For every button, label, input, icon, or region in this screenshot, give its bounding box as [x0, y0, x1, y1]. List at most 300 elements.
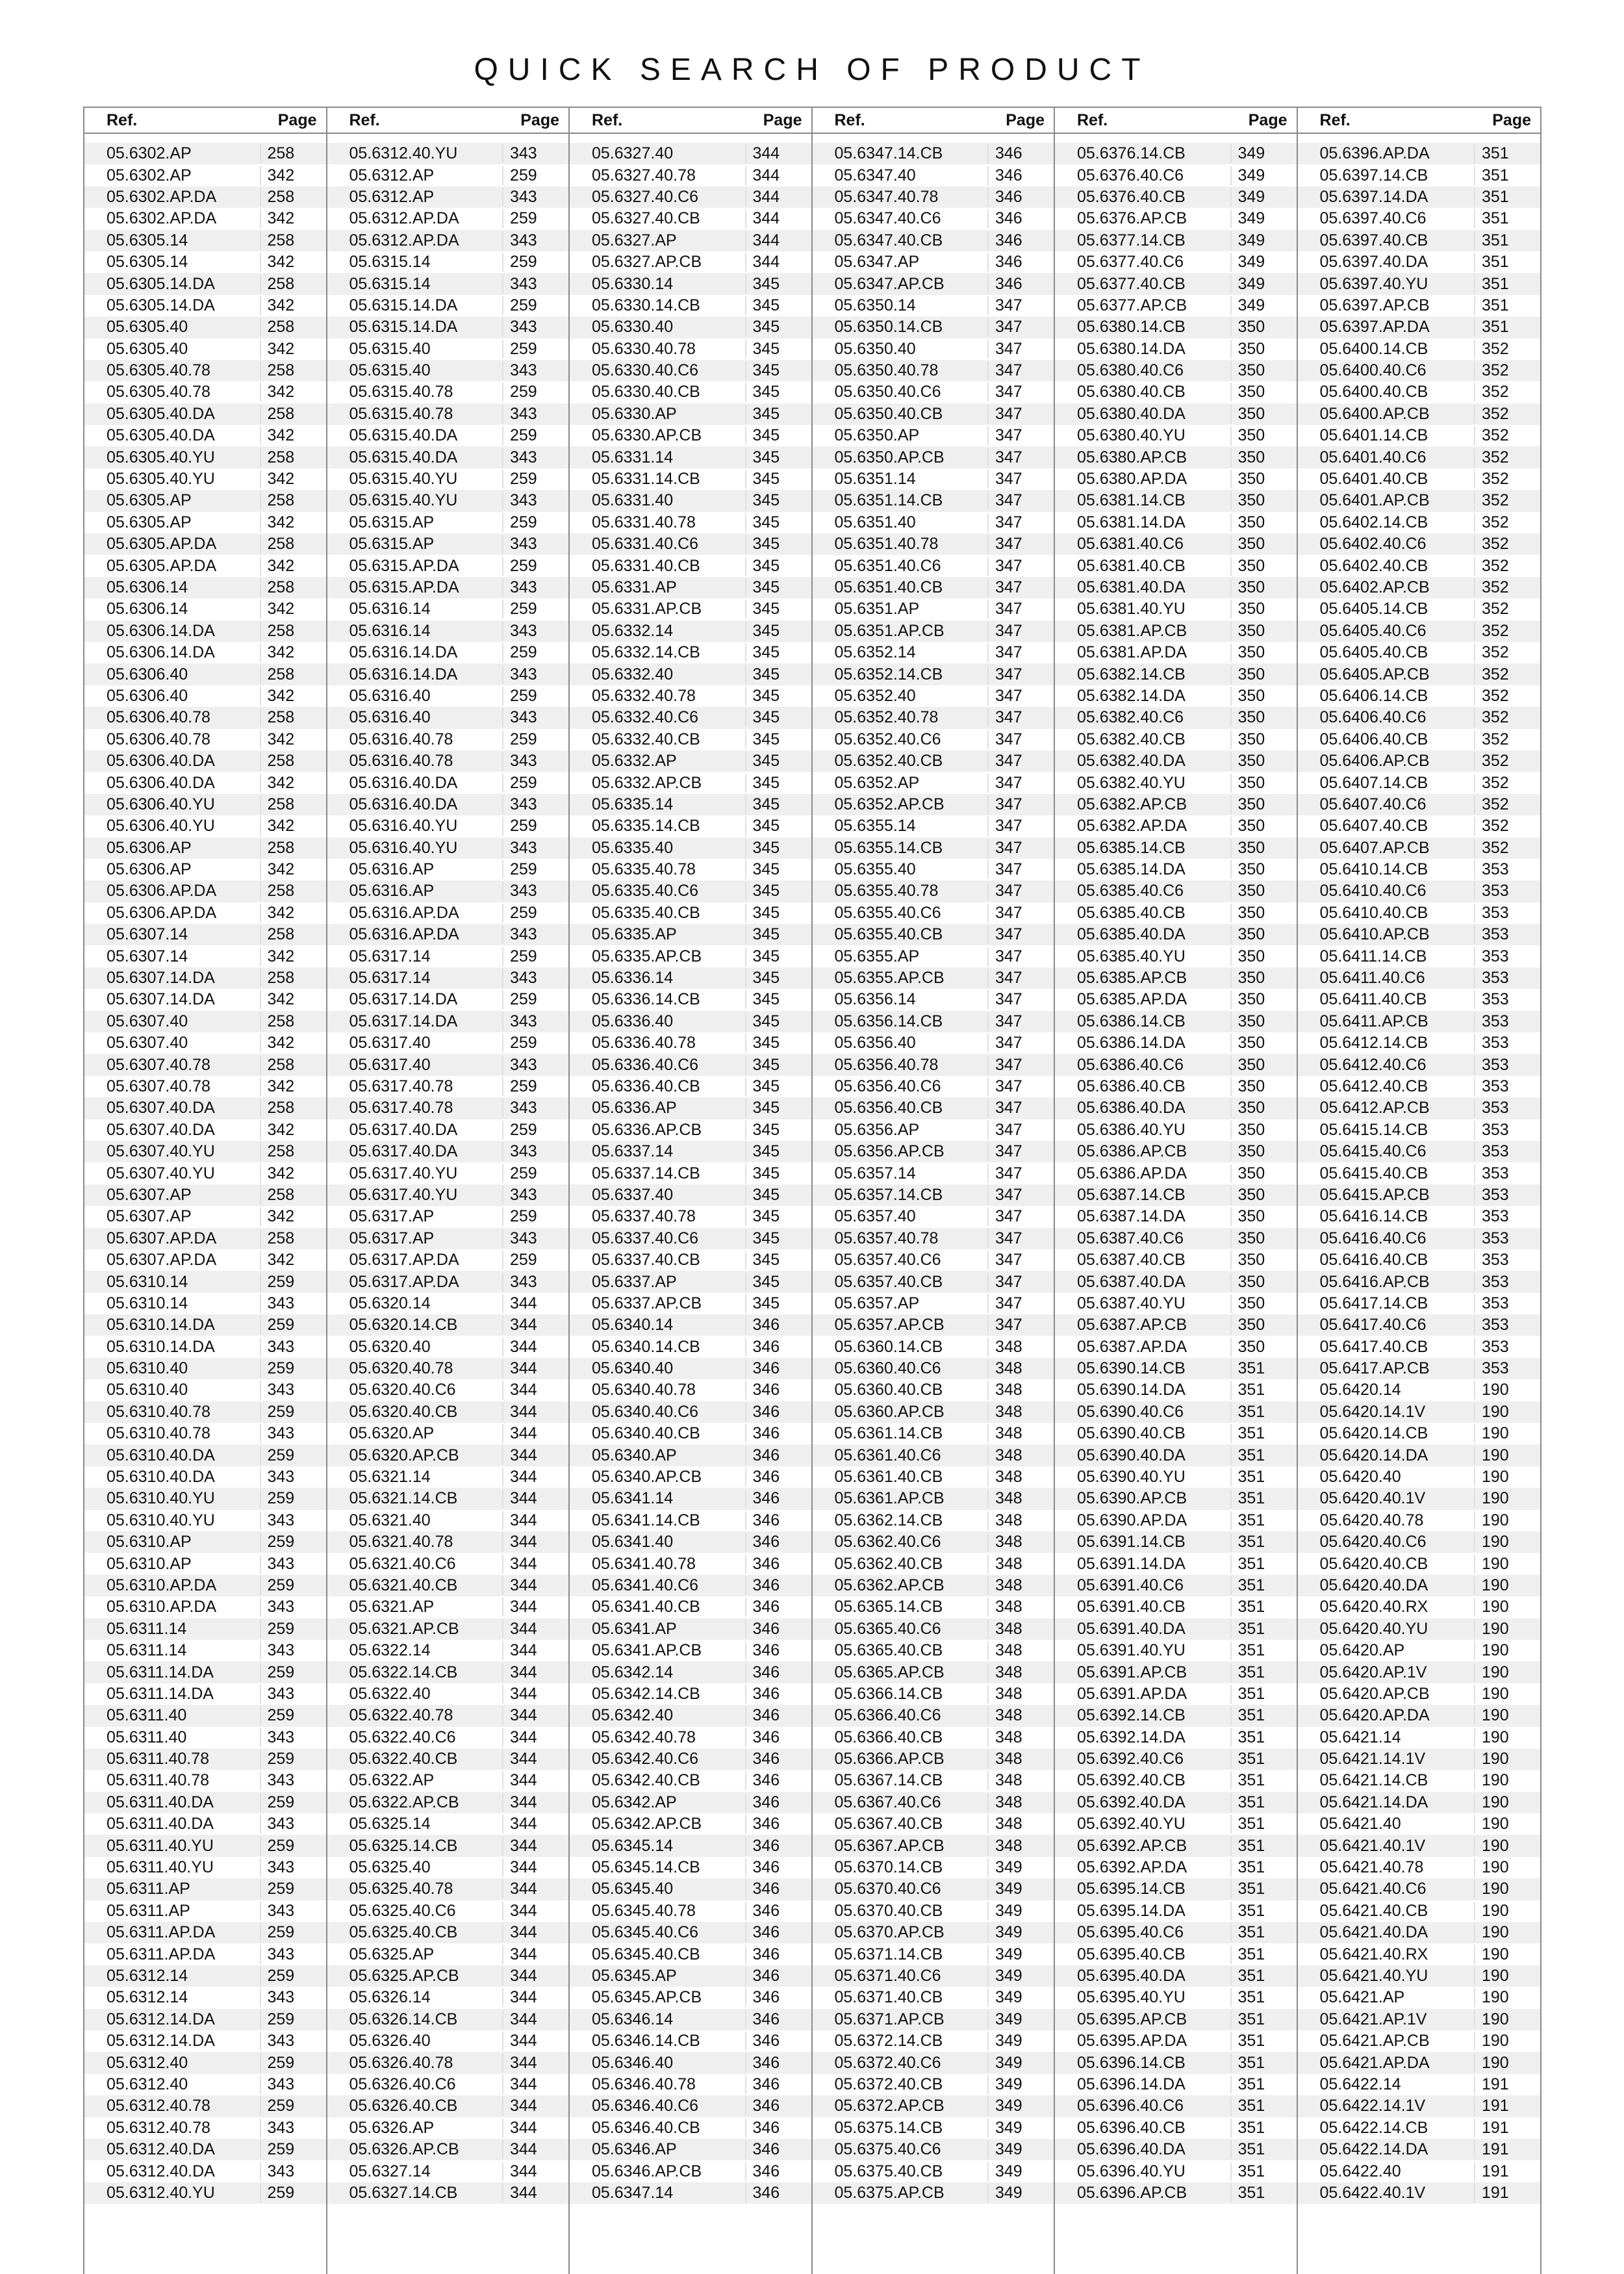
table-row	[1055, 533, 1297, 555]
page-cell: 350	[1230, 1099, 1288, 1118]
ref-cell: 05.6316.40.DA	[349, 773, 458, 792]
table-row	[570, 685, 811, 707]
ref-cell: 05.6345.40.78	[592, 1901, 696, 1920]
ref-cell: 05.6385.40.YU	[1077, 947, 1186, 965]
ref-cell: 05.6411.40.C6	[1319, 969, 1425, 988]
table-row	[1298, 1575, 1541, 1596]
page-cell: 352	[1474, 665, 1531, 684]
table-row	[84, 425, 326, 446]
page-cell: 343	[502, 1273, 559, 1292]
ref-cell: 05.6406.AP.CB	[1319, 752, 1430, 771]
table-row	[813, 360, 1054, 381]
page-cell: 259	[260, 1533, 317, 1552]
ref-cell: 05.6397.40.C6	[1319, 209, 1427, 228]
page-cell: 344	[502, 1967, 559, 1986]
table-row	[813, 620, 1054, 642]
ref-cell: 05.6350.40.CB	[834, 404, 943, 423]
page-cell: 344	[502, 1620, 559, 1639]
page-cell: 350	[1230, 752, 1288, 771]
page-cell: 350	[1230, 925, 1288, 944]
table-row	[1055, 642, 1297, 663]
ref-cell: 05.6311.14	[107, 1641, 187, 1660]
ref-cell: 05.6342.AP.CB	[592, 1815, 702, 1833]
table-row	[327, 989, 569, 1010]
page-cell: 344	[502, 1598, 559, 1616]
ref-cell: 05.6330.14.CB	[592, 296, 700, 314]
ref-cell: 05.6316.AP.DA	[349, 925, 459, 944]
table-row	[570, 1857, 811, 1878]
page-cell: 342	[260, 1077, 317, 1096]
ref-cell: 05.6356.40.C6	[834, 1077, 941, 1095]
table-row	[1055, 1987, 1297, 2008]
page-cell: 350	[1230, 687, 1288, 706]
table-row	[1298, 1184, 1541, 1206]
page-cell: 190	[1474, 1403, 1531, 1422]
page-cell: 344	[502, 1511, 559, 1530]
table-row	[327, 339, 569, 360]
table-row	[84, 1032, 326, 1054]
ref-cell: 05.6361.40.C6	[834, 1446, 941, 1464]
page-cell: 351	[1230, 1381, 1288, 1399]
ref-cell: 05.6337.14	[592, 1142, 674, 1161]
table-row	[84, 2074, 326, 2095]
table-row	[813, 598, 1054, 620]
ref-cell: 05.6305.AP.DA	[107, 556, 217, 575]
table-row	[570, 339, 811, 360]
page-cell: 349	[987, 1945, 1045, 1964]
table-row	[813, 2182, 1054, 2204]
ref-cell: 05.6311.40.YU	[107, 1836, 214, 1855]
ref-cell: 05.6355.40	[834, 860, 916, 879]
table-row	[1055, 403, 1297, 425]
page-cell: 343	[502, 665, 559, 684]
table-row	[1298, 772, 1541, 793]
ref-cell: 05.6362.40.C6	[834, 1533, 941, 1552]
page-cell: 350	[1230, 795, 1288, 814]
ref-cell: 05.6417.40.C6	[1319, 1316, 1427, 1335]
ref-cell: 05.6376.40.C6	[1077, 166, 1184, 185]
table-row	[813, 1336, 1054, 1357]
table-row	[327, 2182, 569, 2204]
table-row	[327, 1271, 569, 1292]
ref-cell: 05.6346.AP.CB	[592, 2162, 702, 2180]
ref-cell: 05.6386.40.CB	[1077, 1077, 1186, 1095]
page-cell: 345	[745, 860, 802, 879]
page-cell: 343	[260, 1598, 317, 1616]
table-row	[1055, 1228, 1297, 1249]
ref-cell: 05.6331.14	[592, 448, 674, 466]
ref-cell: 05.6336.AP	[592, 1099, 677, 1118]
page-cell: 351	[1230, 1988, 1288, 2007]
table-row	[327, 468, 569, 490]
page-cell: 259	[260, 1403, 317, 1422]
ref-cell: 05.6316.14	[349, 600, 431, 619]
table-row	[813, 1358, 1054, 1379]
table-row	[84, 1813, 326, 1835]
page-cell: 349	[1230, 275, 1288, 294]
page-cell: 346	[745, 1446, 802, 1465]
page-cell: 350	[1230, 622, 1288, 641]
table-row	[570, 1878, 811, 1900]
ref-cell: 05.6381.AP.CB	[1077, 621, 1187, 640]
ref-cell: 05.6335.AP	[592, 925, 677, 944]
ref-cell: 05.6371.40.C6	[834, 1967, 941, 1985]
page-cell: 259	[502, 1077, 559, 1096]
table-row	[1055, 339, 1297, 360]
table-row	[570, 1553, 811, 1574]
page-cell: 190	[1474, 1967, 1531, 1986]
ref-cell: 05.6316.40	[349, 708, 431, 727]
table-row	[570, 750, 811, 772]
table-row	[327, 230, 569, 251]
page-cell: 350	[1230, 318, 1288, 337]
ref-cell: 05.6317.AP	[349, 1229, 435, 1247]
table-row	[570, 360, 811, 381]
table-row	[327, 1683, 569, 1705]
page-cell: 343	[502, 275, 559, 294]
table-row	[1055, 1466, 1297, 1488]
index-column	[84, 108, 327, 2274]
page-cell: 345	[745, 470, 802, 489]
ref-cell: 05.6317.40.YU	[349, 1164, 458, 1182]
table-row	[813, 1705, 1054, 1726]
page-cell: 190	[1474, 1750, 1531, 1769]
page-cell: 259	[502, 383, 559, 402]
ref-cell: 05.6361.14.CB	[834, 1424, 943, 1443]
page-cell: 190	[1474, 1381, 1531, 1399]
page-cell: 258	[260, 361, 317, 380]
ref-cell: 05.6377.AP.CB	[1077, 296, 1187, 314]
page-cell: 346	[745, 1555, 802, 1574]
ref-cell: 05.6370.40.CB	[834, 1901, 943, 1920]
table-row	[1055, 316, 1297, 338]
page-cell: 347	[987, 470, 1045, 489]
table-row	[84, 815, 326, 837]
page-cell: 342	[260, 860, 317, 879]
page-cell: 352	[1474, 643, 1531, 662]
table-row	[1055, 381, 1297, 403]
table-row	[327, 186, 569, 208]
ref-cell: 05.6316.40	[349, 686, 431, 705]
ref-cell: 05.6382.40.DA	[1077, 752, 1186, 771]
ref-cell: 05.6355.AP.CB	[834, 969, 945, 988]
ref-cell: 05.6312.14	[107, 1967, 188, 1985]
table-row	[1055, 1444, 1297, 1466]
page-cell: 344	[502, 1663, 559, 1682]
ref-cell: 05.6307.40.YU	[107, 1164, 215, 1182]
ref-cell: 05.6356.14	[834, 990, 916, 1009]
ref-cell: 05.6395.40.DA	[1077, 1967, 1186, 1985]
table-row	[570, 1423, 811, 1444]
ref-cell: 05.6395.40.C6	[1077, 1923, 1184, 1942]
ref-cell: 05.6311.AP	[107, 1901, 190, 1920]
ref-cell: 05.6380.14.DA	[1077, 339, 1186, 358]
table-row	[1298, 1531, 1541, 1553]
table-row	[1055, 446, 1297, 468]
table-row	[327, 1618, 569, 1640]
ref-cell: 05.6310.AP.DA	[107, 1598, 217, 1616]
page-cell: 349	[987, 2140, 1045, 2159]
table-row	[1298, 1271, 1541, 1292]
ref-cell: 05.6355.40.CB	[834, 925, 943, 944]
ref-cell: 05.6417.14.CB	[1319, 1294, 1428, 1312]
table-row	[1055, 772, 1297, 793]
table-row	[570, 1488, 811, 1509]
ref-cell: 05.6415.14.CB	[1319, 1120, 1428, 1139]
page-cell: 344	[502, 1858, 559, 1877]
table-row	[570, 1640, 811, 1661]
page-cell: 347	[987, 839, 1045, 858]
table-row	[1298, 1314, 1541, 1336]
table-row	[1055, 707, 1297, 728]
table-row	[327, 1813, 569, 1835]
ref-cell: 05.6316.AP.DA	[349, 903, 459, 922]
table-row	[813, 1878, 1054, 1900]
ref-cell: 05.6372.40.C6	[834, 2053, 941, 2072]
table-row	[1055, 230, 1297, 251]
table-row	[570, 1249, 811, 1271]
ref-cell: 05.6302.AP	[107, 166, 192, 185]
table-row	[1298, 859, 1541, 880]
ref-header: Ref.	[107, 110, 138, 129]
ref-cell: 05.6322.AP	[349, 1771, 435, 1790]
ref-cell: 05.6352.40.CB	[834, 752, 943, 771]
ref-cell: 05.6411.AP.CB	[1319, 1012, 1428, 1030]
page-cell: 347	[987, 491, 1045, 510]
ref-cell: 05.6302.AP.DA	[107, 187, 217, 206]
page-cell: 353	[1474, 860, 1531, 879]
ref-cell: 05.6390.40.YU	[1077, 1468, 1186, 1487]
table-row	[1055, 1748, 1297, 1770]
page-cell: 351	[1474, 188, 1531, 207]
page-cell: 190	[1474, 2032, 1531, 2050]
page-cell: 344	[745, 188, 802, 207]
ref-cell: 05.6412.AP.CB	[1319, 1099, 1430, 1118]
table-row	[84, 598, 326, 620]
page-cell: 344	[502, 1815, 559, 1833]
ref-cell: 05.6360.40.C6	[834, 1359, 941, 1378]
page-cell: 191	[1474, 2119, 1531, 2138]
ref-cell: 05.6391.14.DA	[1077, 1554, 1186, 1573]
page-cell: 347	[987, 990, 1045, 1009]
ref-cell: 05.6315.40.YU	[349, 470, 458, 489]
page-cell: 345	[745, 1142, 802, 1161]
table-row	[1298, 945, 1541, 967]
table-row	[84, 1184, 326, 1206]
page-cell: 350	[1230, 1207, 1288, 1226]
ref-cell: 05.6410.AP.CB	[1319, 925, 1430, 944]
ref-cell: 05.6310.40.DA	[107, 1446, 215, 1464]
page-cell: 343	[502, 795, 559, 814]
page-cell: 353	[1474, 925, 1531, 944]
ref-cell: 05.6355.14	[834, 817, 916, 836]
page-cell: 342	[260, 1207, 317, 1226]
ref-cell: 05.6420.14.1V	[1319, 1402, 1426, 1421]
ref-cell: 05.6307.40.DA	[107, 1120, 215, 1139]
ref-cell: 05.6310.40.78	[107, 1424, 210, 1443]
table-row	[327, 533, 569, 555]
table-row	[84, 2009, 326, 2030]
page-cell: 351	[1230, 2162, 1288, 2181]
ref-cell: 05.6381.40.YU	[1077, 600, 1186, 619]
page-cell: 346	[745, 1685, 802, 1704]
ref-cell: 05.6350.AP.CB	[834, 448, 945, 466]
page-cell: 350	[1230, 1338, 1288, 1357]
page-cell: 343	[502, 318, 559, 337]
table-row	[1055, 663, 1297, 685]
ref-cell: 05.6306.AP	[107, 860, 192, 879]
ref-cell: 05.6327.40.78	[592, 166, 696, 185]
table-row	[813, 685, 1054, 707]
table-row	[84, 685, 326, 707]
ref-cell: 05.6322.40.78	[349, 1706, 453, 1725]
page-cell: 351	[1474, 318, 1531, 337]
page-cell: 345	[745, 882, 802, 901]
table-row	[327, 2030, 569, 2052]
page-cell: 342	[260, 1251, 317, 1270]
ref-cell: 05.6310.14.DA	[107, 1337, 215, 1356]
ref-cell: 05.6342.40.C6	[592, 1750, 699, 1769]
ref-cell: 05.6420.AP.DA	[1319, 1706, 1430, 1725]
ref-cell: 05.6321.40.C6	[349, 1554, 456, 1573]
ref-cell: 05.6331.AP	[592, 578, 677, 596]
table-row	[1055, 1596, 1297, 1618]
table-row	[1298, 663, 1541, 685]
ref-cell: 05.6390.14.DA	[1077, 1381, 1186, 1399]
ref-cell: 05.6311.40.78	[107, 1750, 210, 1769]
ref-cell: 05.6357.AP	[834, 1294, 920, 1312]
ref-cell: 05.6400.AP.CB	[1319, 404, 1430, 423]
ref-cell: 05.6325.40.CB	[349, 1923, 458, 1942]
page-cell: 190	[1474, 1858, 1531, 1877]
ref-cell: 05.6396.14.DA	[1077, 2075, 1186, 2093]
table-row	[1055, 577, 1297, 598]
ref-cell: 05.6317.14.DA	[349, 1012, 458, 1030]
ref-cell: 05.6396.40.C6	[1077, 2097, 1184, 2115]
ref-header: Ref.	[349, 110, 380, 129]
table-row	[1055, 273, 1297, 294]
ref-cell: 05.6346.14	[592, 2010, 674, 2028]
table-row	[570, 1922, 811, 1943]
table-row	[1298, 794, 1541, 815]
ref-cell: 05.6345.40.CB	[592, 1945, 700, 1963]
table-row	[84, 989, 326, 1010]
ref-cell: 05.6351.40.CB	[834, 578, 943, 596]
ref-cell: 05.6347.14	[592, 2183, 674, 2202]
page-cell: 343	[260, 1555, 317, 1574]
ref-cell: 05.6332.14.CB	[592, 643, 700, 662]
table-row	[1055, 1531, 1297, 1553]
page-cell: 259	[502, 513, 559, 532]
ref-cell: 05.6387.AP.DA	[1077, 1337, 1187, 1356]
ref-cell: 05.6351.14.CB	[834, 491, 943, 510]
table-row	[570, 1770, 811, 1791]
table-row	[813, 295, 1054, 316]
table-row	[1298, 2030, 1541, 2052]
table-row	[570, 598, 811, 620]
page-cell: 347	[987, 1207, 1045, 1226]
page-cell: 348	[987, 1359, 1045, 1378]
page-cell: 351	[1230, 1793, 1288, 1812]
page-cell: 343	[502, 752, 559, 771]
page-cell: 345	[745, 1251, 802, 1270]
ref-cell: 05.6381.40.CB	[1077, 556, 1186, 575]
ref-cell: 05.6305.40	[107, 339, 188, 358]
ref-cell: 05.6420.AP	[1319, 1641, 1405, 1660]
table-row	[813, 1922, 1054, 1943]
ref-cell: 05.6310.40.YU	[107, 1511, 215, 1529]
table-row	[1298, 512, 1541, 533]
table-row	[84, 1618, 326, 1640]
ref-cell: 05.6312.40.DA	[107, 2140, 215, 2159]
table-row	[1055, 1575, 1297, 1596]
ref-cell: 05.6382.14.DA	[1077, 686, 1186, 705]
table-row	[1298, 902, 1541, 924]
page-cell: 345	[745, 643, 802, 662]
page-cell: 350	[1230, 513, 1288, 532]
page-cell: 259	[502, 470, 559, 489]
page-cell: 259	[260, 2184, 317, 2203]
table-row	[813, 1792, 1054, 1813]
table-row	[813, 1531, 1054, 1553]
table-row	[570, 642, 811, 663]
table-row	[1298, 1444, 1541, 1466]
page-cell: 345	[745, 687, 802, 706]
page-cell: 344	[502, 1533, 559, 1552]
ref-cell: 05.6387.14.DA	[1077, 1207, 1186, 1226]
page-cell: 259	[502, 817, 559, 836]
page-cell: 259	[502, 904, 559, 923]
ref-cell: 05.6315.AP	[349, 513, 435, 531]
page-cell: 347	[987, 578, 1045, 597]
ref-cell: 05.6392.40.YU	[1077, 1815, 1186, 1833]
table-row	[1055, 1206, 1297, 1227]
table-row	[570, 663, 811, 685]
ref-cell: 05.6402.AP.CB	[1319, 578, 1430, 596]
page-cell: 349	[987, 1858, 1045, 1877]
table-row	[813, 1835, 1054, 1856]
table-row	[84, 555, 326, 576]
table-row	[1055, 1770, 1297, 1791]
page-cell: 348	[987, 1750, 1045, 1769]
ref-cell: 05.6331.14.CB	[592, 470, 700, 489]
page-cell: 350	[1230, 1164, 1288, 1183]
ref-cell: 05.6421.AP.1V	[1319, 2010, 1427, 2028]
page-cell: 351	[1230, 1858, 1288, 1877]
table-row	[84, 230, 326, 251]
page-cell: 353	[1474, 1273, 1531, 1292]
table-row	[1298, 468, 1541, 490]
page-cell: 258	[260, 188, 317, 207]
page-cell: 351	[1230, 1511, 1288, 1530]
ref-cell: 05.6362.40.CB	[834, 1554, 943, 1573]
ref-cell: 05.6390.40.C6	[1077, 1402, 1184, 1421]
page-cell: 353	[1474, 1056, 1531, 1075]
page-cell: 346	[745, 1945, 802, 1964]
ref-cell: 05.6335.AP.CB	[592, 947, 702, 965]
ref-cell: 05.6337.AP.CB	[592, 1294, 702, 1312]
table-row	[570, 924, 811, 945]
ref-cell: 05.6420.40.RX	[1319, 1598, 1428, 1616]
ref-cell: 05.6371.14.CB	[834, 1945, 943, 1963]
table-row	[570, 707, 811, 728]
page-cell: 350	[1230, 600, 1288, 619]
table-row	[1298, 1097, 1541, 1119]
page-cell: 345	[745, 665, 802, 684]
table-row	[570, 1575, 811, 1596]
ref-cell: 05.6342.40.78	[592, 1728, 696, 1746]
ref-cell: 05.6396.40.YU	[1077, 2162, 1186, 2180]
